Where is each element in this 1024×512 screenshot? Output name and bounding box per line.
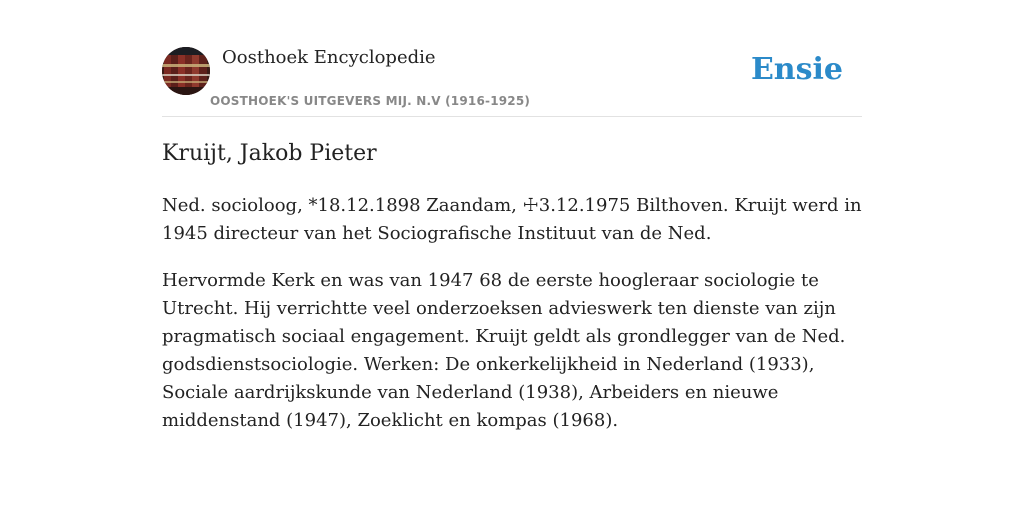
ensie-logo[interactable]: Ensie [750,52,843,87]
publisher-label: OOSTHOEK'S UITGEVERS MIJ. N.V (1916-1925) [210,94,531,108]
source-header [162,46,862,117]
article-paragraph: Ned. socioloog, *18.12.1898 Zaandam, ☩3.12.1975 Bilthoven. Kruijt werd in 1945 directeur van het Sociografische Instituut van de Ned. [162,195,862,244]
article [162,138,862,435]
encyclopedia-books-icon[interactable] [162,47,210,95]
article-paragraph: Hervormde Kerk en was van 1947 68 de eerste hoogleraar sociologie te Utrecht. Hij verrichtte veel onderzoeksen advieswerk ten dienste van zijn pragmatisch sociaal engagement. Kruijt geldt als grondlegger van de Ned. godsdienstsociologie. Werken: De onkerkelijkheid in Nederland (1933), Sociale aardrijkskunde van Nederland (1938), Arbeiders en nieuwe middenstand (1947), Zoeklicht en kompas (1968). [162,270,846,431]
source-name[interactable]: Oosthoek Encyclopedie [222,47,436,68]
article-title: Kruijt, Jakob Pieter [162,141,377,166]
